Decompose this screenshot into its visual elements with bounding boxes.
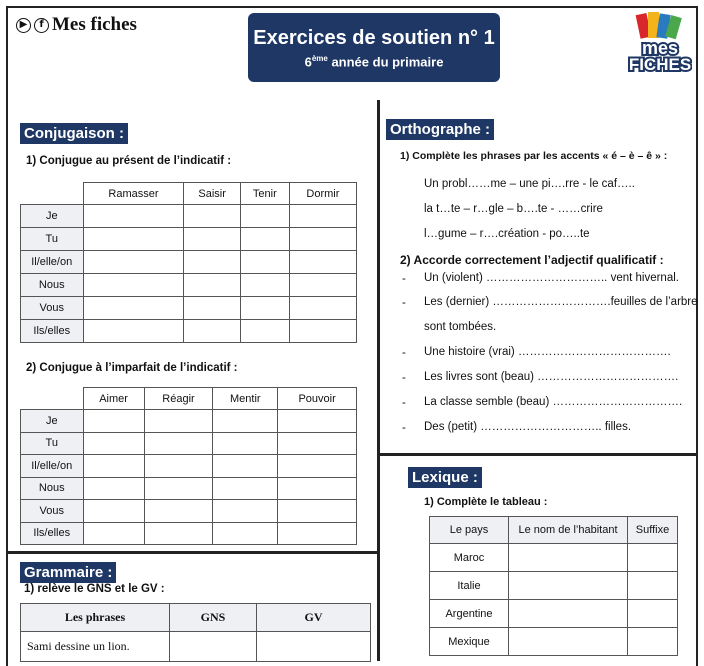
- country-cell: Mexique: [430, 628, 509, 656]
- answer-cell[interactable]: [628, 628, 678, 656]
- orthographe-header: Orthographe :: [386, 119, 494, 140]
- answer-cell[interactable]: [240, 205, 289, 228]
- answer-cell[interactable]: [240, 274, 289, 297]
- row-label: Ils/elles: [21, 522, 84, 545]
- title-box: [248, 13, 500, 82]
- bullet-dash: -: [402, 422, 406, 434]
- answer-cell[interactable]: [240, 297, 289, 320]
- table-corner: [21, 183, 84, 205]
- table-corner: [21, 388, 84, 410]
- answer-cell[interactable]: [289, 228, 356, 251]
- answer-cell[interactable]: [509, 544, 628, 572]
- answer-cell[interactable]: [509, 600, 628, 628]
- answer-cell[interactable]: [83, 274, 184, 297]
- answer-cell[interactable]: [278, 522, 357, 545]
- brand-name: Mes fiches: [52, 14, 137, 35]
- column-header: Suffixe: [628, 517, 678, 544]
- answer-cell[interactable]: [289, 320, 356, 343]
- conjugaison-header: Conjugaison :: [20, 123, 128, 144]
- column-header: Ramasser: [83, 183, 184, 205]
- answer-cell[interactable]: [240, 320, 289, 343]
- conjugaison-q1: 1) Conjugue au présent de l’indicatif :: [26, 155, 232, 167]
- answer-cell[interactable]: [289, 274, 356, 297]
- column-header: Pouvoir: [278, 388, 357, 410]
- lexique-q1: 1) Complète le tableau :: [424, 496, 548, 508]
- row-label: Vous: [21, 500, 84, 523]
- adjective-line-4: Les livres sont (beau) ……………………………….: [424, 371, 679, 383]
- answer-cell[interactable]: [170, 632, 257, 662]
- answer-cell[interactable]: [83, 477, 144, 500]
- answer-cell[interactable]: [184, 251, 240, 274]
- row-label: Je: [21, 410, 84, 433]
- answer-cell[interactable]: [83, 320, 184, 343]
- column-header: GNS: [170, 604, 257, 632]
- column-header: Tenir: [240, 183, 289, 205]
- adjective-line-2b: sont tombées.: [424, 321, 497, 333]
- row-label: Ils/elles: [21, 320, 84, 343]
- accent-line-2: la t…te – r…gle – b….te - ……crire: [424, 203, 603, 215]
- answer-cell[interactable]: [289, 205, 356, 228]
- answer-cell[interactable]: [144, 477, 213, 500]
- orthographe-q2: 2) Accorde correctement l’adjectif qualificatif :: [400, 253, 664, 267]
- answer-cell[interactable]: [83, 432, 144, 455]
- answer-cell[interactable]: [83, 251, 184, 274]
- answer-cell[interactable]: [278, 432, 357, 455]
- column-header: Réagir: [144, 388, 213, 410]
- lexique-header: Lexique :: [408, 467, 482, 488]
- grade-rest: année du primaire: [327, 54, 444, 70]
- adjective-line-3: Une histoire (vrai) ………………………………….: [424, 346, 671, 358]
- column-header: Mentir: [213, 388, 278, 410]
- answer-cell[interactable]: [83, 522, 144, 545]
- answer-cell[interactable]: [628, 600, 678, 628]
- answer-cell[interactable]: [289, 251, 356, 274]
- row-label: Vous: [21, 297, 84, 320]
- logo-line1: mes: [641, 38, 679, 58]
- bullet-dash: -: [402, 273, 406, 285]
- youtube-icon: ▶: [16, 18, 31, 33]
- bullet-dash: -: [402, 372, 406, 384]
- page-title: Exercices de soutien n° 1: [253, 27, 495, 49]
- column-header: Le nom de l’habitant: [509, 517, 628, 544]
- country-cell: Italie: [430, 572, 509, 600]
- answer-cell[interactable]: [184, 205, 240, 228]
- column-header: Aimer: [83, 388, 144, 410]
- accent-line-3: l…gume – r….création - po…..te: [424, 228, 590, 240]
- country-cell: Argentine: [430, 600, 509, 628]
- lexique-table: [429, 516, 678, 656]
- answer-cell[interactable]: [628, 572, 678, 600]
- row-label: Il/elle/on: [21, 251, 84, 274]
- answer-cell[interactable]: [628, 544, 678, 572]
- answer-cell[interactable]: [289, 297, 356, 320]
- answer-cell[interactable]: [144, 455, 213, 478]
- answer-cell[interactable]: [257, 632, 371, 662]
- answer-cell[interactable]: [83, 228, 184, 251]
- row-label: Je: [21, 205, 84, 228]
- answer-cell[interactable]: [213, 455, 278, 478]
- facebook-icon: f: [34, 18, 49, 33]
- answer-cell[interactable]: [144, 410, 213, 433]
- accent-line-1: Un probl……me – une pi….rre - le caf…..: [424, 178, 635, 190]
- answer-cell[interactable]: [278, 477, 357, 500]
- answer-cell[interactable]: [509, 572, 628, 600]
- logo-line2: FICHES: [628, 55, 692, 74]
- bullet-dash: -: [402, 297, 406, 309]
- page-subtitle: [248, 54, 500, 69]
- adjective-line-6: Des (petit) ………………………….. filles.: [424, 421, 632, 433]
- grade-number: 6: [304, 54, 312, 70]
- answer-cell[interactable]: [213, 500, 278, 523]
- conjugaison-q2: 2) Conjugue à l’imparfait de l’indicatif :: [26, 362, 238, 374]
- answer-cell[interactable]: [213, 432, 278, 455]
- mes-fiches-logo: [628, 12, 692, 74]
- row-label: Tu: [21, 432, 84, 455]
- adjective-line-5: La classe semble (beau) …………………………….: [424, 396, 683, 408]
- answer-cell[interactable]: [213, 477, 278, 500]
- left-divider: [6, 551, 380, 554]
- answer-cell[interactable]: [184, 297, 240, 320]
- column-header: Les phrases: [21, 604, 170, 632]
- answer-cell[interactable]: [144, 500, 213, 523]
- answer-cell[interactable]: [184, 274, 240, 297]
- adjective-line-2: Les (dernier) ………………………….feuilles de l’arbre: [424, 296, 698, 308]
- answer-cell[interactable]: [213, 410, 278, 433]
- brand: [16, 14, 137, 36]
- row-label: Nous: [21, 274, 84, 297]
- answer-cell[interactable]: [144, 432, 213, 455]
- grammaire-header: Grammaire :: [20, 562, 116, 583]
- answer-cell[interactable]: [240, 251, 289, 274]
- grammaire-table: [20, 603, 371, 662]
- grade-suffix: ème: [311, 54, 328, 63]
- answer-cell[interactable]: [278, 455, 357, 478]
- column-header: GV: [257, 604, 371, 632]
- present-table: [20, 182, 357, 343]
- answer-cell[interactable]: [240, 228, 289, 251]
- answer-cell[interactable]: [278, 410, 357, 433]
- answer-cell[interactable]: [184, 320, 240, 343]
- country-cell: Maroc: [430, 544, 509, 572]
- bullet-dash: -: [402, 397, 406, 409]
- answer-cell[interactable]: [83, 205, 184, 228]
- answer-cell[interactable]: [83, 297, 184, 320]
- row-label: Il/elle/on: [21, 455, 84, 478]
- answer-cell[interactable]: [144, 522, 213, 545]
- column-header: Saisir: [184, 183, 240, 205]
- orthographe-q1: 1) Complète les phrases par les accents « é – è – ê » :: [400, 150, 668, 162]
- answer-cell[interactable]: [83, 455, 144, 478]
- vertical-divider: [377, 100, 380, 552]
- answer-cell[interactable]: [278, 500, 357, 523]
- bullet-dash: -: [402, 347, 406, 359]
- grammaire-q1: 1) relève le GNS et le GV :: [24, 583, 165, 595]
- sentence-cell: Sami dessine un lion.: [21, 632, 170, 662]
- answer-cell[interactable]: [213, 522, 278, 545]
- column-header: Le pays: [430, 517, 509, 544]
- imparfait-table: [20, 387, 357, 545]
- adjective-line-1: Un (violent) ………………………….. vent hivernal.: [424, 272, 679, 284]
- answer-cell[interactable]: [509, 628, 628, 656]
- vertical-divider-bottom: [377, 551, 380, 661]
- answer-cell[interactable]: [83, 410, 144, 433]
- row-label: Nous: [21, 477, 84, 500]
- column-header: Dormir: [289, 183, 356, 205]
- answer-cell[interactable]: [184, 228, 240, 251]
- answer-cell[interactable]: [83, 500, 144, 523]
- row-label: Tu: [21, 228, 84, 251]
- right-divider: [379, 453, 698, 456]
